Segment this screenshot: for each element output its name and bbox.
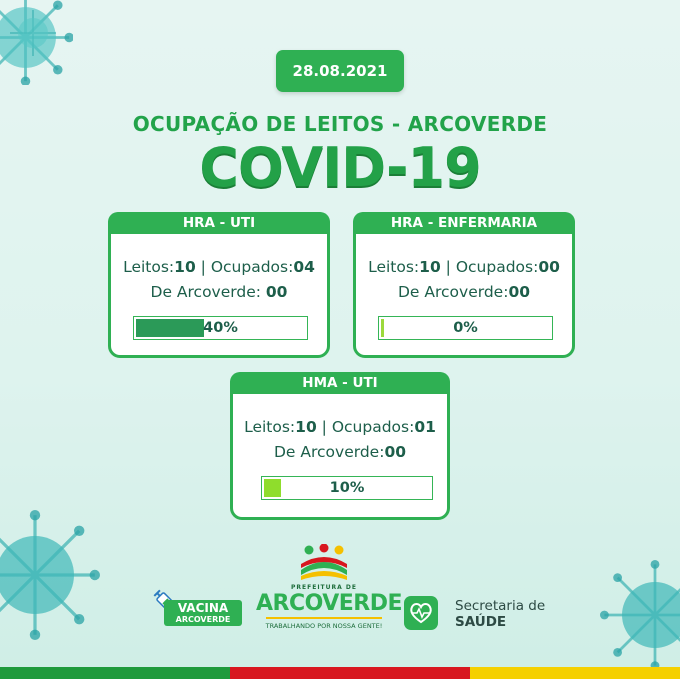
footer-red <box>230 667 470 679</box>
occupancy-percent: 10% <box>329 480 365 496</box>
virus-icon <box>8 8 58 58</box>
beds-label: Leitos: <box>244 418 296 436</box>
separator: | <box>195 258 211 276</box>
beds-value: 10 <box>419 258 441 276</box>
beds-value: 10 <box>174 258 196 276</box>
card-beds-line <box>111 258 327 276</box>
occupancy-bar <box>378 316 553 340</box>
card-header: HRA - ENFERMARIA <box>353 212 575 234</box>
prefeitura-logo <box>256 544 403 636</box>
prefeitura-emblem <box>297 544 351 582</box>
footer-strip <box>0 667 680 679</box>
card-header: HRA - UTI <box>108 212 330 234</box>
beds-label: Leitos: <box>368 258 420 276</box>
local-value: 00 <box>265 283 288 301</box>
vacina-line1: VACINA <box>177 601 229 615</box>
prefeitura-underline <box>266 617 382 619</box>
occupied-value: 01 <box>414 418 436 436</box>
occupancy-bar <box>261 476 433 500</box>
prefeitura-slogan: TRABALHANDO POR NOSSA GENTE! <box>265 622 383 630</box>
vacina-line2: ARCOVERDE <box>175 615 231 624</box>
card-local-line <box>233 443 447 461</box>
footer-yellow <box>470 667 680 679</box>
heart-pulse-icon <box>404 596 438 630</box>
date-text: 28.08.2021 <box>292 62 388 80</box>
occupied-label: Ocupados: <box>210 258 294 276</box>
occupancy-percent: 40% <box>203 320 238 336</box>
page-subtitle: OCUPAÇÃO DE LEITOS - ARCOVERDE <box>132 112 548 136</box>
card-hra-uti <box>108 212 330 358</box>
footer-green <box>0 667 230 679</box>
card-hra-enfermaria <box>353 212 575 358</box>
page-title: COVID-19 <box>199 136 481 199</box>
local-value: 00 <box>384 443 407 461</box>
virus-icon <box>600 560 680 670</box>
prefeitura-small: PREFEITURA DE <box>291 584 357 591</box>
vacina-arcoverde-logo <box>156 596 242 630</box>
beds-label: Leitos: <box>123 258 175 276</box>
card-beds-line <box>356 258 572 276</box>
occupied-value: 04 <box>293 258 315 276</box>
occupied-value: 00 <box>538 258 560 276</box>
secretaria-text <box>455 598 545 630</box>
separator: | <box>316 418 332 436</box>
local-label: De Arcoverde: <box>150 283 266 301</box>
virus-icon <box>0 510 100 640</box>
beds-value: 10 <box>295 418 317 436</box>
card-beds-line <box>233 418 447 436</box>
local-label: De Arcoverde: <box>397 283 509 301</box>
occupied-label: Ocupados: <box>455 258 539 276</box>
card-local-line <box>111 283 327 301</box>
vacina-label-box <box>164 600 242 626</box>
separator: | <box>440 258 456 276</box>
occupancy-percent: 0% <box>453 320 478 336</box>
occupied-label: Ocupados: <box>331 418 415 436</box>
card-hma-uti <box>230 372 450 520</box>
secretaria-line1: Secretaria de <box>455 598 546 614</box>
local-value: 00 <box>508 283 531 301</box>
card-local-line <box>356 283 572 301</box>
occupancy-bar <box>133 316 308 340</box>
card-header: HMA - UTI <box>230 372 450 394</box>
local-label: De Arcoverde: <box>273 443 385 461</box>
date-badge <box>276 50 404 92</box>
secretaria-line2: SAÚDE <box>455 614 507 630</box>
prefeitura-name: ARCOVERDE <box>256 591 403 616</box>
